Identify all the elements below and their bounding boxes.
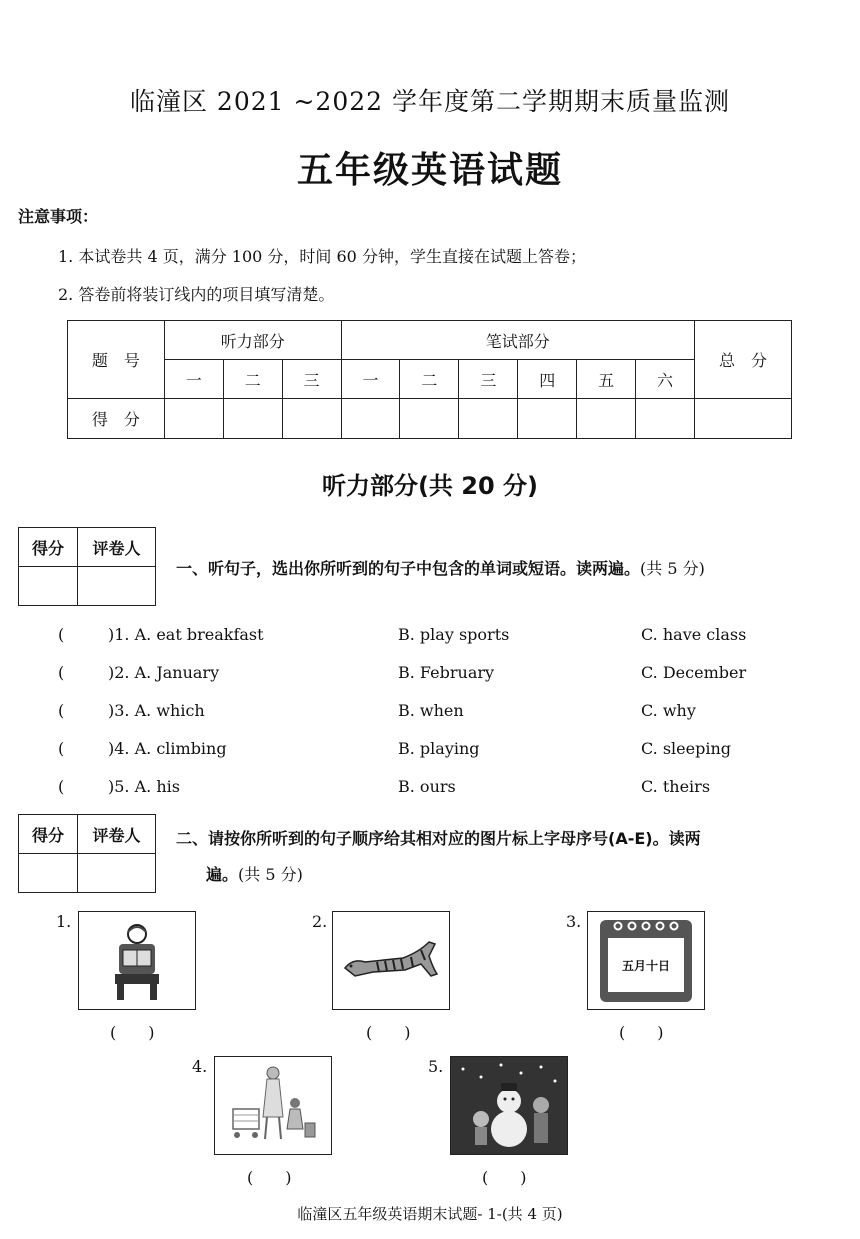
snowman-icon [451,1057,567,1154]
page-footer: 临潼区五年级英语期末试题- 1-(共 4 页) [297,1205,563,1223]
score-cell[interactable] [400,399,459,439]
grader-box [18,527,156,606]
grader-score-label: 得分 [19,815,78,854]
picture-frame [78,911,196,1010]
grader-reviewer-cell[interactable] [78,567,156,606]
grader-score-cell[interactable] [19,567,78,606]
option-b: B. February [398,663,495,682]
grader-score-cell[interactable] [19,854,78,893]
option-a: )4. A. climbing [108,739,227,758]
score-cell[interactable] [636,399,695,439]
answer-paren[interactable]: ( [58,777,65,796]
col-header: 二 [223,360,282,399]
col-header: 三 [282,360,341,399]
score-cell[interactable] [341,399,400,439]
answer-paren[interactable]: ( [58,663,65,682]
col-header: 四 [518,360,577,399]
option-c: C. theirs [641,777,711,796]
exam-header: 临潼区 2021 ~2022 学年度第二学期期末质量监测 [129,87,731,116]
answer-paren[interactable]: ( [58,701,65,720]
grader-reviewer-label: 评卷人 [78,528,156,567]
picture-frame [587,911,705,1010]
q2-heading-text: 遍。 [206,865,239,884]
q1-heading-text: 一、听句子，选出你所听到的句子中包含的单词或短语。读两遍。 [176,559,641,578]
option-b: B. play sports [398,625,510,644]
notice-item: 1. 本试卷共 4 页，满分 100 分，时间 60 分钟，学生直接在试题上答卷； [58,247,586,266]
notice-heading: 注意事项： [18,207,99,226]
picture-number: 2. [312,912,328,931]
option-b: B. ours [398,777,456,796]
score-cell[interactable] [577,399,636,439]
q1-points: (共 5 分) [640,559,705,578]
answer-paren[interactable]: ( ) [247,1168,292,1187]
q2-heading: 二、请按你所听到的句子顺序给其相对应的图片标上字母序号(A-E)。读两 [176,829,701,848]
notice-item: 2. 答卷前将装订线内的项目填写清楚。 [58,285,335,304]
answer-paren[interactable]: ( [58,625,65,644]
writing-header: 笔试部分 [341,321,694,360]
row-label-score: 得 分 [68,399,165,439]
answer-paren[interactable]: ( ) [366,1023,411,1042]
picture-frame [332,911,450,1010]
option-a: )2. A. January [108,663,220,682]
score-cell[interactable] [223,399,282,439]
option-a: )5. A. his [108,777,180,796]
answer-paren[interactable]: ( [58,739,65,758]
q2-points: (共 5 分) [238,865,303,884]
score-cell[interactable] [518,399,577,439]
section-title: 听力部分(共 20 分) [321,472,539,500]
col-header: 二 [400,360,459,399]
col-header: 三 [459,360,518,399]
q1-heading [176,556,705,579]
col-header: 五 [577,360,636,399]
col-header: 一 [164,360,223,399]
grader-reviewer-label: 评卷人 [78,815,156,854]
answer-paren[interactable]: ( ) [110,1023,155,1042]
option-b: B. when [398,701,464,720]
exam-title: 五年级英语试题 [296,150,563,191]
picture-frame [214,1056,332,1155]
score-table [67,320,792,439]
grader-reviewer-cell[interactable] [78,854,156,893]
picture-number: 3. [566,912,582,931]
total-cell[interactable] [695,399,792,439]
calendar-date: 五月十日 [621,959,670,973]
option-c: C. sleeping [641,739,732,758]
option-a: )1. A. eat breakfast [108,625,264,644]
answer-paren[interactable]: ( ) [482,1168,527,1187]
q2-heading-cont [206,862,303,885]
shopping-family-icon [215,1057,331,1154]
answer-paren[interactable]: ( ) [619,1023,664,1042]
score-cell[interactable] [164,399,223,439]
listening-header: 听力部分 [164,321,341,360]
score-cell[interactable] [282,399,341,439]
col-header: 一 [341,360,400,399]
picture-number: 1. [56,912,72,931]
row-label-question: 题 号 [68,321,165,399]
picture-frame [450,1056,568,1155]
grandpa-reading-icon [79,912,195,1009]
tiger-icon [333,912,449,1009]
picture-number: 5. [428,1057,444,1076]
picture-number: 4. [192,1057,208,1076]
option-c: C. why [641,701,696,720]
grader-score-label: 得分 [19,528,78,567]
option-c: C. December [641,663,747,682]
option-c: C. have class [641,625,747,644]
option-a: )3. A. which [108,701,205,720]
option-b: B. playing [398,739,480,758]
col-header: 六 [636,360,695,399]
grader-box [18,814,156,893]
total-header: 总 分 [695,321,792,399]
score-cell[interactable] [459,399,518,439]
